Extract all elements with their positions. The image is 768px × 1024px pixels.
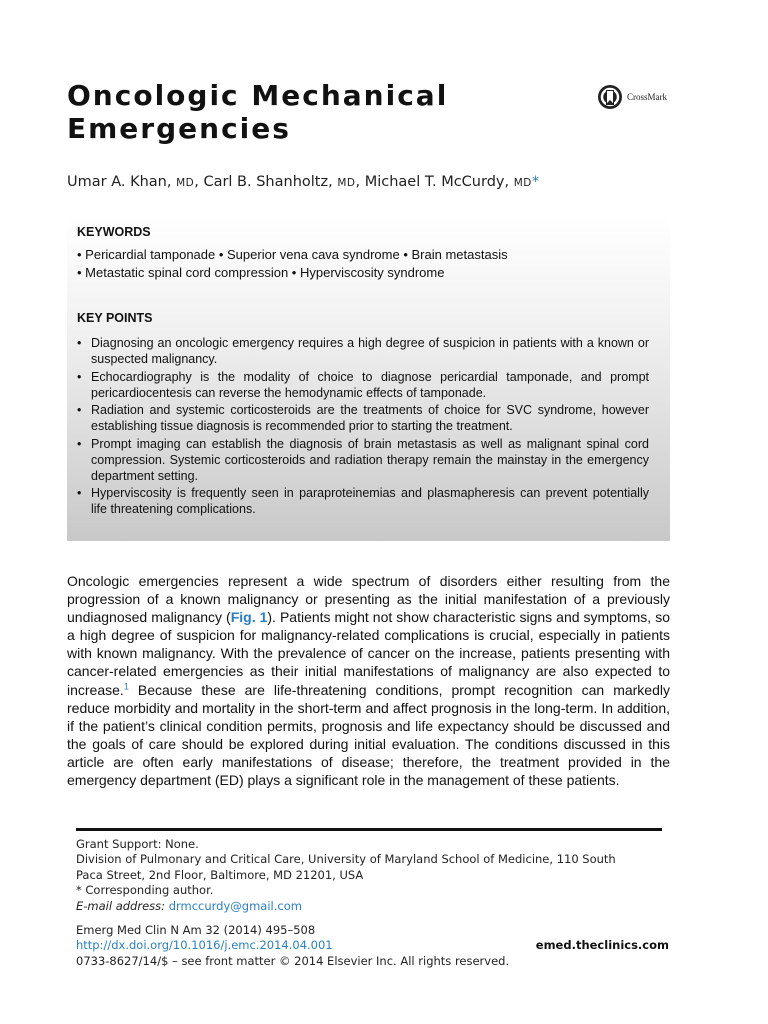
author-list: Umar A. Khan, MD, Carl B. Shanholtz, MD, Michael T. McCurdy, MD* (67, 174, 540, 190)
email-label: E-mail address: (76, 898, 166, 913)
reference-1-link[interactable]: 1 (123, 680, 129, 691)
figure-1-link[interactable]: Fig. 1 (230, 609, 268, 626)
keywords-line-2: • Metastatic spinal cord compression • Hyperviscosity syndrome (77, 265, 445, 280)
key-point-item: • Hyperviscosity is frequently seen in paraproteinemias and plasmapheresis can prevent potentially life threatening complications. (77, 485, 649, 517)
article-title (67, 79, 547, 145)
footnotes (76, 837, 676, 914)
key-point-item: • Radiation and systemic corticosteroids are the treatments of choice for SVC syndrome, however establishing tissue diagnosis is recommended prior to starting the treatment. (77, 402, 649, 434)
key-point-item: • Prompt imaging can establish the diagnosis of brain metastasis as well as malignant spinal cord compression. Systemic corticosteroids and radiation therapy remain the mainstay in the emergency department setting. (77, 436, 649, 484)
body-text-part-1: Oncologic emergencies represent a wide spectrum of disorders either resulting from the progression of a known malignancy or presenting as the initial manifestation of a previously undiagnosed malignancy ( (67, 573, 670, 626)
key-point-item: • Echocardiography is the modality of choice to diagnose pericardial tamponade, and prompt pericardiocentesis can reverse the hemodynamic effects of tamponade. (77, 369, 649, 401)
intro-paragraph (67, 572, 670, 789)
title-line-2: Emergencies (67, 112, 291, 145)
body-text-part-2: ). Patients might not show characteristic signs and symptoms, so a high degree of suspicion for malignancy-related complications is crucial, especially in patients with known malignancy. With the prevalence of cancer on the increase, patients presenting with cancer-related emergencies as their initial manifestations of malignancy are also expected to increase. (67, 609, 670, 698)
key-points-list (77, 335, 649, 519)
email-link[interactable]: drmccurdy@gmail.com (168, 898, 302, 913)
author-degree: MD (176, 177, 195, 189)
grant-support: Grant Support: None. (76, 837, 199, 851)
affiliation-line-2: Paca Street, 2nd Floor, Baltimore, MD 21201, USA (76, 867, 364, 882)
copyright-notice: 0733-8627/14/$ – see front matter © 2014 Elsevier Inc. All rights reserved. (76, 953, 510, 968)
body-text-part-3: Because these are life-threatening conditions, prompt recognition can markedly reduce morbidity and mortality in the short-term and affect prognosis in the long-term. In addition, if the patient’s clinical condition permits, prognosis and life expectancy should be discussed and the goals of care should be explored during initial evaluation. The conditions discussed in this article are often early manifestations of disease; therefore, the treatment provided in the emergency department (ED) plays a significant role in the management of these patients. (67, 681, 670, 789)
author-name: Umar A. Khan, (67, 174, 172, 190)
keywords-line-1: • Pericardial tamponade • Superior vena cava syndrome • Brain metastasis (77, 247, 508, 262)
keywords-heading: KEYWORDS (77, 225, 151, 239)
author-name: Michael T. McCurdy, (364, 174, 510, 190)
doi-link[interactable]: http://dx.doi.org/10.1016/j.emc.2014.04.001 (76, 938, 333, 953)
title-line-1: Oncologic Mechanical (67, 79, 449, 112)
corresponding-author-mark[interactable]: * (531, 174, 540, 190)
crossmark-badge[interactable] (597, 84, 667, 110)
keywords-keypoints-box (67, 214, 670, 541)
crossmark-icon (597, 84, 623, 110)
key-points-heading: KEY POINTS (77, 311, 153, 325)
author-name: Carl B. Shanholtz, (203, 174, 333, 190)
email-line (76, 899, 676, 914)
corresponding-author-note: * Corresponding author. (76, 883, 214, 898)
journal-website[interactable]: emed.theclinics.com (535, 938, 669, 952)
footnote-divider (76, 828, 662, 831)
key-point-item: • Diagnosing an oncologic emergency requires a high degree of suspicion in patients with a known or suspected malignancy. (77, 335, 649, 367)
affiliation-line-1: Division of Pulmonary and Critical Care, University of Maryland School of Medicine, 110 South (76, 852, 616, 867)
journal-citation: Emerg Med Clin N Am 32 (2014) 495–508 (76, 923, 316, 937)
author-degree: MD (337, 177, 356, 189)
author-degree: MD (513, 177, 532, 189)
crossmark-label: CrossMark (627, 92, 667, 102)
